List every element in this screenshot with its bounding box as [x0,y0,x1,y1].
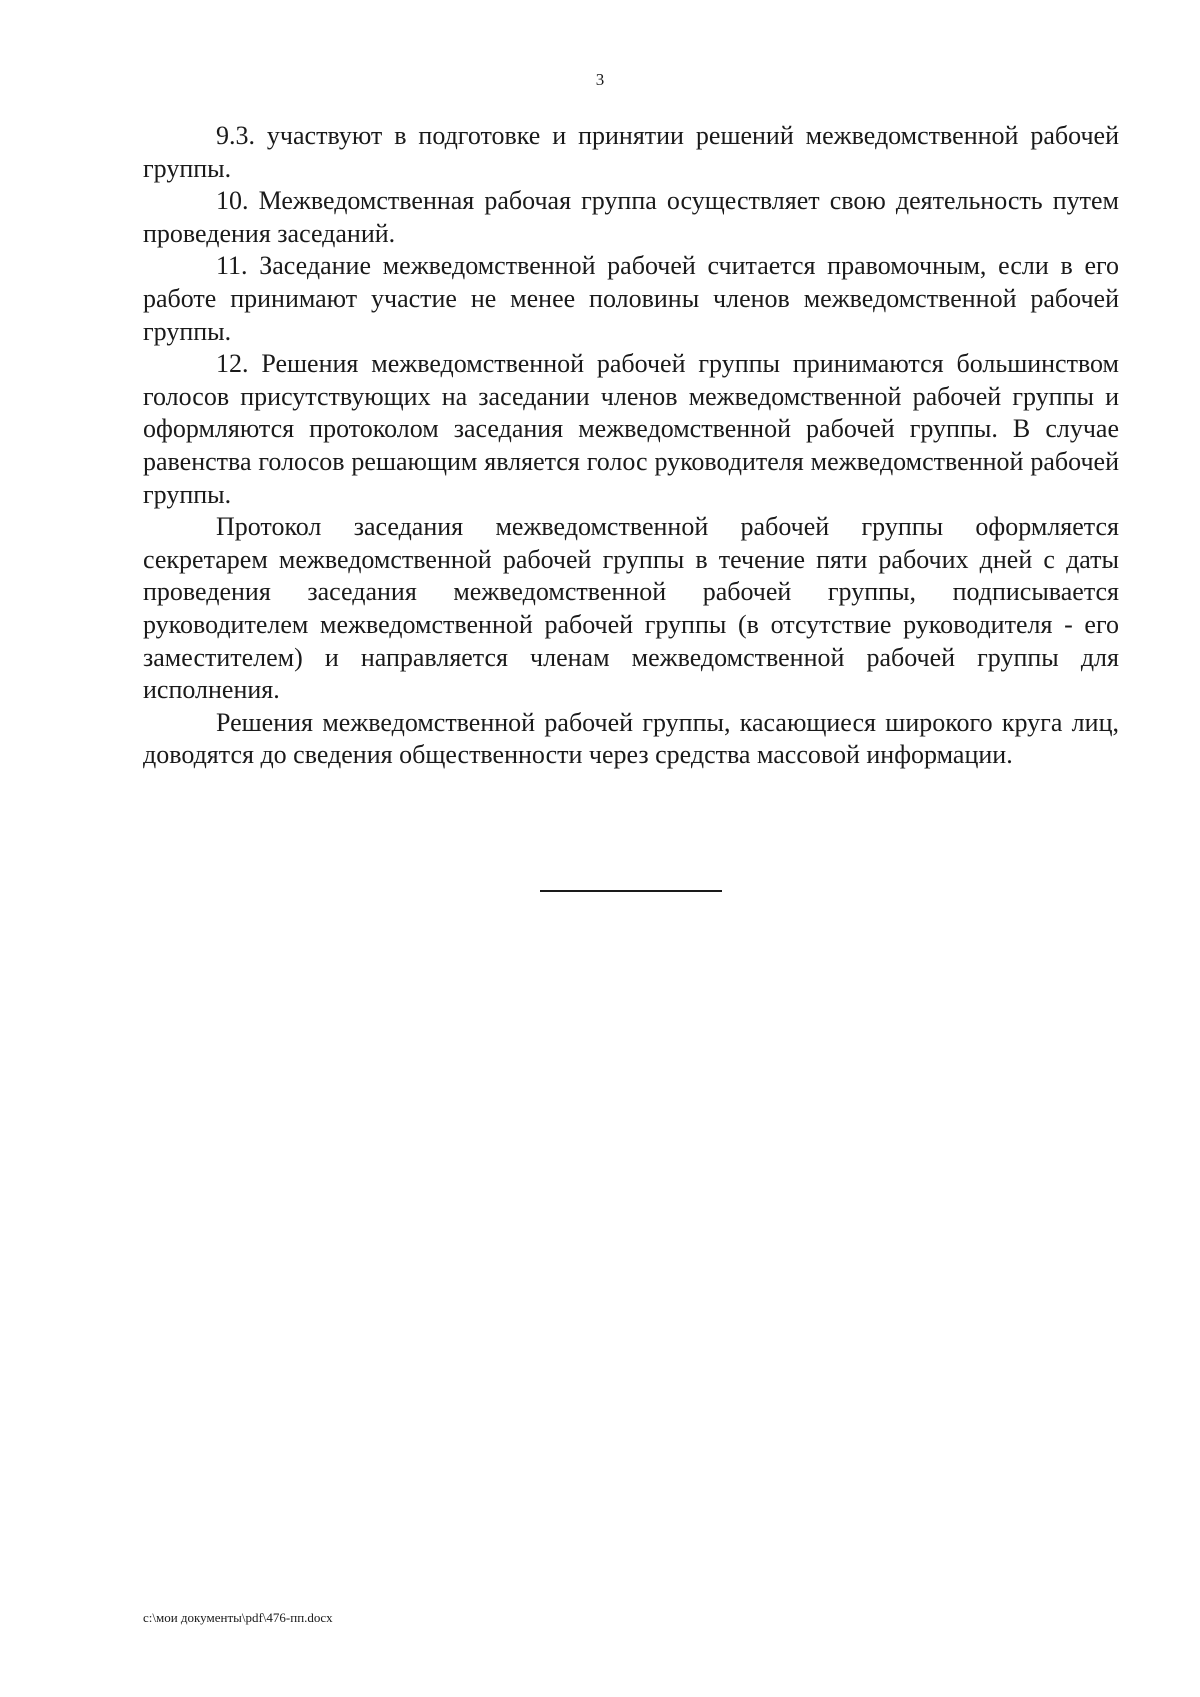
paragraph-protocol: Протокол заседания межведомственной рабочей группы оформляется секретарем межведомственной рабочей группы в течение пяти рабочих дней с даты проведения заседания межведомственной рабочей группы, подписывается руководителем межведомственной рабочей группы (в отсутствие руководителя - его заместителем) и направляется членам межведомственной рабочей группы для исполнения. [143,512,1119,705]
paragraph-9-3: 9.3. участвуют в подготовке и принятии решений межведомственной рабочей группы. [143,121,1119,183]
footer-file-path: c:\мои документы\pdf\476-пп.docx [143,1610,333,1625]
paragraph-11: 11. Заседание межведомственной рабочей считается правомочным, если в его работе принимают участие не менее половины членов межведомственной рабочей группы. [143,251,1119,346]
paragraph-decisions: Решения межведомственной рабочей группы, касающиеся широкого круга лиц, доводятся до сведения общественности через средства массовой информации. [143,707,1119,770]
document-body [143,120,1119,772]
page-number: 3 [595,70,605,89]
paragraph-12: 12. Решения межведомственной рабочей группы принимаются большинством голосов присутствующих на заседании членов межведомственной рабочей группы и оформляются протоколом заседания межведомственной рабочей группы. В случае равенства голосов решающим является голос руководителя межведомственной рабочей группы. [143,349,1119,509]
end-separator-line [540,890,722,892]
paragraph-10: 10. Межведомственная рабочая группа осуществляет свою деятельность путем проведения заседаний. [143,186,1119,248]
